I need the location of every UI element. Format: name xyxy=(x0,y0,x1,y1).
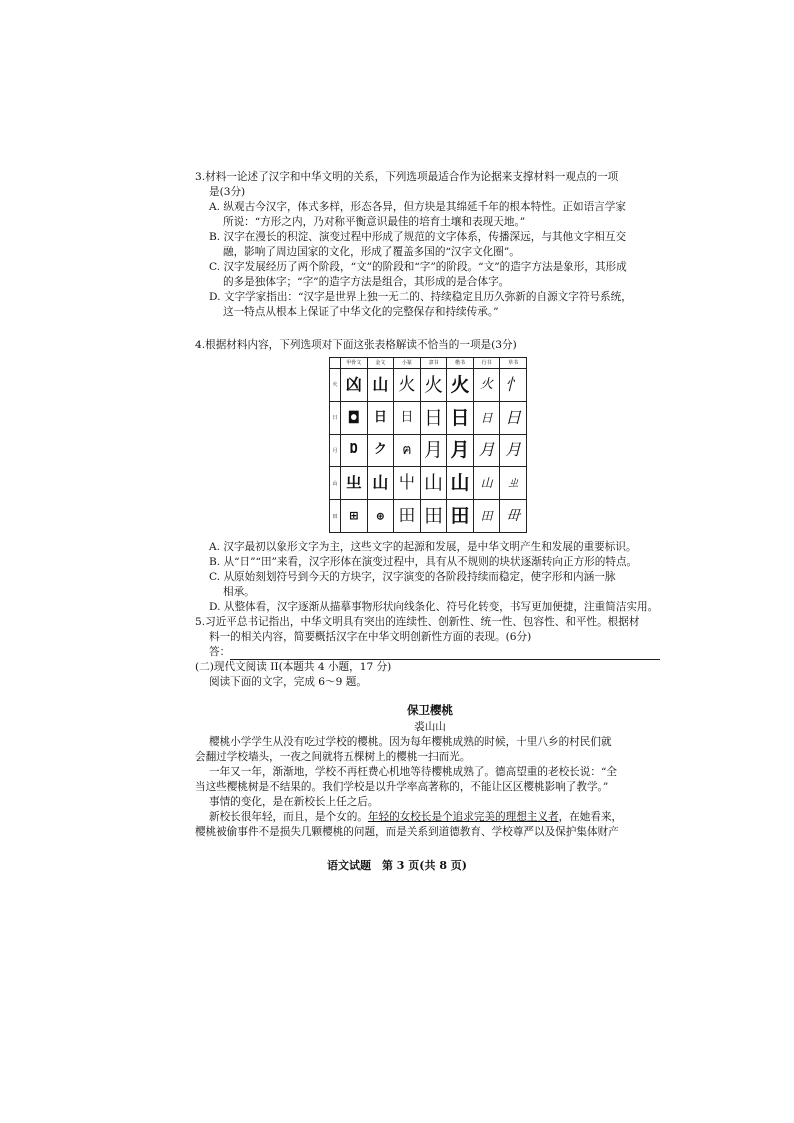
q4-stem: 4.根据材料内容，下列选项对下面这张表格解读不恰当的一项是(3分) xyxy=(195,339,517,351)
glyph-cell: 火 xyxy=(473,369,500,402)
glyph-cell: 日 xyxy=(394,401,421,434)
glyph-cell: 凶 xyxy=(341,369,368,402)
article-paragraph: 樱桃小学学生从没有吃过学校的樱桃。因为每年樱桃成熟的时候，十里八乡的村民们就 xyxy=(209,736,612,748)
q3-stem-cont: 是(3分) xyxy=(209,186,246,198)
glyph-cell: 山 xyxy=(420,467,447,500)
glyph-cell: 山 xyxy=(367,467,394,500)
header-caoshu: 草书 xyxy=(500,358,527,369)
table-corner-cell xyxy=(330,358,341,369)
article-paragraph-cont: 樱桃被偷事件不是损失几颗樱桃的问题，而是关系到道德教育、学校尊严以及保护集体财产 xyxy=(195,826,619,838)
table-row-shan xyxy=(330,467,527,500)
table-header-row xyxy=(330,358,527,369)
q4-option-c-cont: 相承。 xyxy=(223,586,255,598)
glyph-cell: 屮 xyxy=(394,467,421,500)
table-row-huo xyxy=(330,369,527,402)
article-author: 裘山山 xyxy=(414,721,446,733)
row-label: 月 xyxy=(330,434,341,467)
glyph-cell: 火 xyxy=(394,369,421,402)
header-jiaguwen: 甲骨文 xyxy=(341,358,368,369)
table-row-tian xyxy=(330,500,527,533)
glyph-cell: 月 xyxy=(500,434,527,467)
article-paragraph-cont: 会翻过学校墙头，一夜之间就将五棵树上的樱桃一扫而光。 xyxy=(195,751,471,763)
q5-stem: 5.习近平总书记指出，中华文明具有突出的连续性、创新性、统一性、包容性、和平性。根据材 xyxy=(195,616,640,628)
glyph-cell: 日 xyxy=(500,401,527,434)
glyph-cell: 毌 xyxy=(500,500,527,533)
glyph-cell: 山 xyxy=(367,369,394,402)
header-jinwen: 金文 xyxy=(367,358,394,369)
row-label: 火 xyxy=(330,369,341,402)
q3-option-d-cont: 这一特点从根本上保证了中华文化的完整保存和持续传承。” xyxy=(223,306,499,318)
glyph-cell: 忄 xyxy=(500,369,527,402)
header-xingshu: 行书 xyxy=(473,358,500,369)
glyph-cell: 田 xyxy=(420,500,447,533)
page-footer: 语文试题 第 3 页(共 8 页) xyxy=(326,859,468,872)
q4-option-a: A. 汉字最初以象形文字为主，这些文字的起源和发展，是中华文明产生和发展的重要标识。 xyxy=(209,541,637,553)
q3-stem: 3.材料一论述了汉字和中华文明的关系，下列选项最适合作为论据来支撑材料一观点的一项 xyxy=(195,171,619,183)
glyph-cell: 日 xyxy=(473,401,500,434)
glyph-cell: ク xyxy=(367,434,394,467)
underlined-sentence: 年轻的女校长是个追求完美的理想主义者 xyxy=(367,811,559,823)
glyph-cell: 田 xyxy=(394,500,421,533)
article xyxy=(195,702,665,840)
glyph-cell: 日 xyxy=(447,401,474,434)
q5-answer-line[interactable] xyxy=(195,645,665,660)
q3-option-a-cont: 所说：“方形之内，乃对称平衡意识最佳的培育土壤和表现天地。” xyxy=(223,216,526,228)
q3-option-b: B. 汉字在漫长的积淀、演变过程中形成了规范的文字体系，传播深远，与其他文字相互交 xyxy=(209,231,627,243)
article-paragraph: 新校长很年轻，而且，是个女的。年轻的女校长是个追求完美的理想主义者，在她看来， xyxy=(209,811,623,823)
header-xiaozhuan: 小篆 xyxy=(394,358,421,369)
row-label: 日 xyxy=(330,401,341,434)
question-4-stem xyxy=(195,338,665,353)
q3-option-c-cont: 的多是独体字；“字”的造字方法是组合，其形成的是合体字。 xyxy=(223,276,510,288)
glyph-cell: 火 xyxy=(420,369,447,402)
glyph-cell: ◘ xyxy=(341,401,368,434)
q5-stem-cont: 料一的相关内容，简要概括汉字在中华文明创新性方面的表现。(6分) xyxy=(209,631,532,643)
q3-option-b-cont: 融，影响了周边国家的文化，形成了覆盖多国的“汉字文化圈”。 xyxy=(223,246,520,258)
glyph-cell: 月 xyxy=(420,434,447,467)
glyph-cell: 火 xyxy=(447,369,474,402)
glyph-cell: 日 xyxy=(367,401,394,434)
glyph-cell: 㞢 xyxy=(341,467,368,500)
question-4-options xyxy=(195,540,665,690)
q3-option-d: D. 文字学家指出：“汉字是世界上独一无二的、持续稳定且历久弥新的自源文字符号系统， xyxy=(209,291,632,303)
character-evolution-table xyxy=(329,357,527,533)
table-row-ri xyxy=(330,401,527,434)
glyph-cell: 月 xyxy=(473,434,500,467)
glyph-cell: ⊕ xyxy=(367,500,394,533)
article-paragraph-cont: 当这些樱桃树是不结果的。我们学校是以升学率高著称的，不能让区区樱桃影响了教学。” xyxy=(195,781,609,793)
section-instruction: 阅读下面的文字，完成 6～9 题。 xyxy=(209,676,367,688)
row-label: 山 xyxy=(330,467,341,500)
glyph-cell: 山 xyxy=(473,467,500,500)
header-kaishu: 楷书 xyxy=(447,358,474,369)
glyph-cell: ฅ xyxy=(394,434,421,467)
glyph-cell: 山 xyxy=(447,467,474,500)
row-label: 田 xyxy=(330,500,341,533)
table-row-yue xyxy=(330,434,527,467)
q4-option-b: B. 从“日”“田”来看，汉字形体在演变过程中，具有从不规则的块状逐渐转向正方形的特点。 xyxy=(209,556,638,568)
glyph-cell: 田 xyxy=(473,500,500,533)
glyph-cell: ⊞ xyxy=(341,500,368,533)
q4-option-c: C. 从原始刻划符号到今天的方块字，汉字演变的各阶段持续而稳定，使字形和内涵一脉 xyxy=(209,571,616,583)
glyph-cell: 月 xyxy=(447,434,474,467)
question-3 xyxy=(195,170,665,320)
q3-option-a: A. 纵观古今汉字，体式多样，形态各异，但方块是其绵延千年的根本特性。正如语言学家 xyxy=(209,201,626,213)
article-paragraph: 事情的变化，是在新校长上任之后。 xyxy=(209,796,379,808)
glyph-cell: ㄓ xyxy=(500,467,527,500)
q4-option-d: D. 从整体看，汉字逐渐从描摹事物形状向线条化、符号化转变，书写更加便捷，注重简洁实用。 xyxy=(209,601,659,613)
glyph-cell: Ɒ xyxy=(341,434,368,467)
article-paragraph: 一年又一年，渐渐地，学校不再枉费心机地等待樱桃成熟了。德高望重的老校长说：“全 xyxy=(209,766,617,778)
q3-option-c: C. 汉字发展经历了两个阶段，“文”的阶段和“字”的阶段。“文”的造字方法是象形，其形成 xyxy=(209,261,627,273)
header-lishu: 隶书 xyxy=(420,358,447,369)
glyph-cell: 田 xyxy=(447,500,474,533)
answer-blank[interactable] xyxy=(230,648,660,660)
answer-label: 答： xyxy=(209,646,231,658)
section-title: (二)现代文阅读 II(本题共 4 小题，17 分) xyxy=(195,661,392,673)
article-title: 保卫樱桃 xyxy=(407,703,453,717)
glyph-cell: 日 xyxy=(420,401,447,434)
